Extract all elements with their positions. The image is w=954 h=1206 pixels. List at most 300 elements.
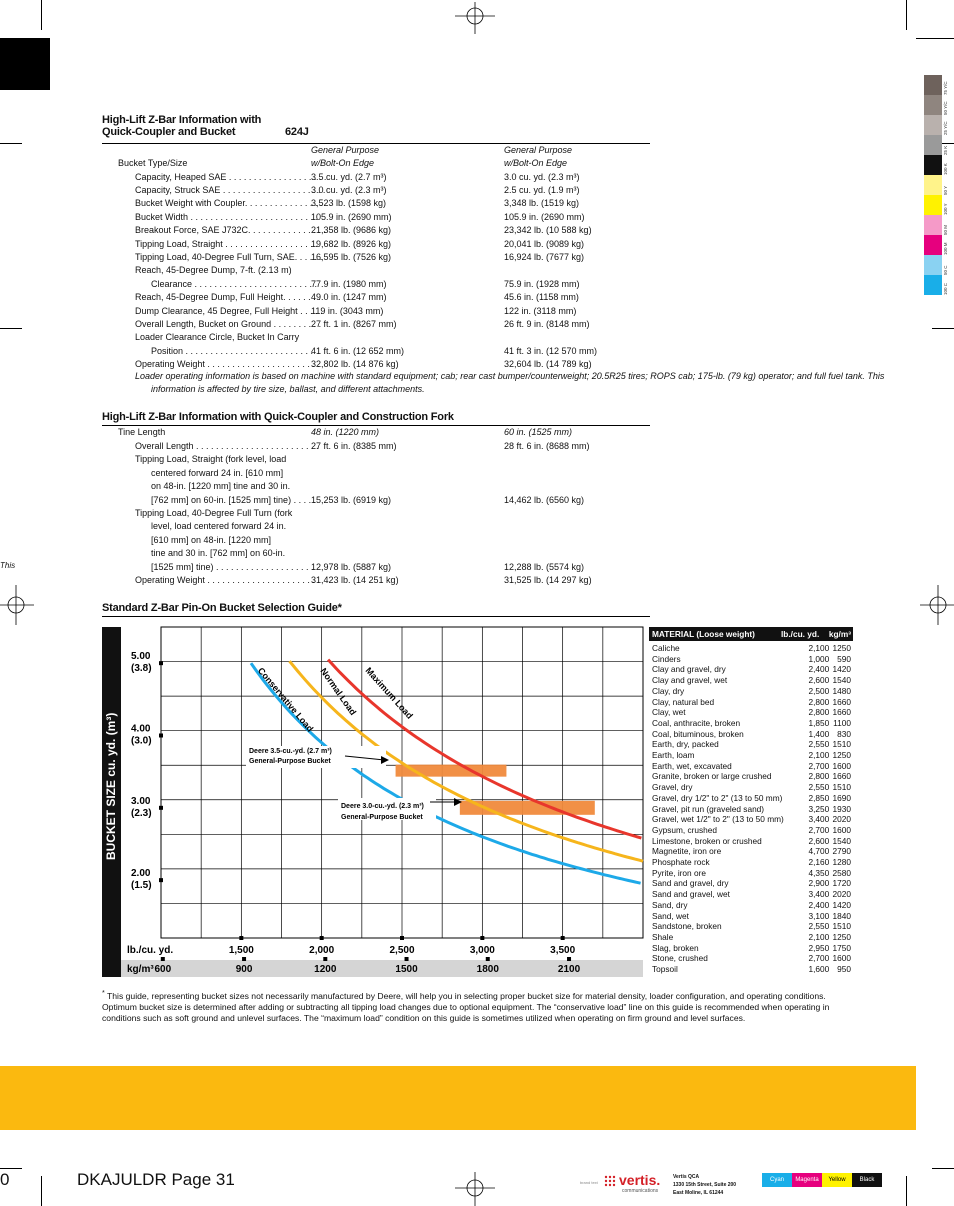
material-row — [649, 804, 853, 815]
material-table — [649, 627, 853, 975]
material-row — [649, 793, 853, 804]
zbar-row-value2: 75.9 in. (1928 mm) — [504, 278, 580, 289]
zbar-row-value1: 16,595 lb. (7526 kg) — [311, 251, 392, 262]
operating-note-line1: Loader operating information is based on machine with standard equipment; cab; rear cast bumper/counterweight; 20.5R25 tires; ROPS cab; 175-lb. (79 kg) operator; and full fuel tank. This — [135, 371, 885, 381]
material-row — [649, 825, 853, 836]
annotation2-line2: General-Purpose Bucket — [341, 814, 423, 821]
crop-mark — [916, 38, 954, 39]
material-name: Shale — [652, 931, 674, 942]
footer-title: DKAJULDR Page 31 — [77, 1170, 235, 1189]
material-kg: 1250 — [832, 931, 851, 942]
material-kg: 2580 — [832, 867, 851, 878]
operating-note-line2: information is affected by tire size, ballast, and different attachments. — [151, 384, 425, 394]
registration-mark-left — [0, 585, 34, 625]
crop-mark — [932, 1168, 954, 1169]
registration-mark-right — [920, 585, 954, 625]
zbar-row-label: Reach, 45-Degree Dump, 7-ft. (2.13 m) — [135, 265, 292, 276]
material-lb: 2,600 — [808, 835, 830, 846]
zbar-row-value2: 122 in. (3118 mm) — [504, 305, 577, 316]
material-row — [649, 761, 853, 772]
zbar-row-label: Operating Weight . . . . . . . . . . . . . . . . . . . . . . . — [135, 359, 320, 370]
logo-sub: communications — [622, 1188, 659, 1194]
material-kg: 1660 — [832, 696, 851, 707]
crop-mark — [0, 328, 22, 329]
x-tick-label-kg: 2100 — [557, 964, 581, 975]
address-line3: East Moline, IL 61244 — [673, 1190, 724, 1196]
material-name: Caliche — [652, 643, 680, 653]
normal-load-label: Normal Load — [318, 666, 359, 717]
footnote — [102, 988, 852, 1024]
x-axis-unit-lb: lb./cu. yd. — [127, 945, 174, 956]
material-name: Coal, anthracite, broken — [652, 717, 741, 728]
y-tick-sublabel: (3.8) — [131, 663, 152, 675]
registration-mark-top — [455, 2, 495, 34]
material-name: Pyrite, iron ore — [652, 867, 706, 878]
material-lb: 2,100 — [808, 931, 830, 942]
x-tick-marker — [239, 936, 243, 940]
zbar-row-value2: 32,604 lb. (14 789 kg) — [504, 359, 592, 370]
material-row — [649, 675, 853, 686]
fork-row-label: tine and 30 in. [762 mm] on 60-in. — [151, 548, 286, 559]
material-kg: 1750 — [832, 942, 851, 953]
color-bar-label: 50 M — [943, 224, 948, 235]
material-row — [649, 686, 853, 697]
tine-length-label: Tine Length — [118, 427, 166, 437]
material-kg: 1930 — [832, 803, 851, 814]
zbar-row-label: Loader Clearance Circle, Bucket In Carry — [135, 332, 300, 343]
material-kg: 1100 — [833, 717, 851, 728]
zbar-row-label: Overall Length, Bucket on Ground . . . . . . . . . . — [135, 318, 322, 329]
material-name: Stone, crushed — [652, 953, 708, 964]
material-kg: 1690 — [832, 792, 851, 803]
x-tick-marker-kg — [161, 957, 165, 961]
fork-row-label: Overall Length . . . . . . . . . . . . . . . . . . . . . . . . . — [135, 441, 319, 451]
fork-row-value1: 27 ft. 6 in. (8385 mm) — [311, 441, 397, 451]
zbar-row-value1: 32,802 lb. (14 876 kg) — [311, 359, 399, 370]
x-tick-label-lb: 1,500 — [228, 945, 254, 956]
material-row — [649, 782, 853, 793]
material-kg: 2020 — [832, 814, 851, 825]
material-lb: 2,800 — [808, 771, 830, 782]
material-row — [649, 932, 853, 943]
material-name: Topsoil — [652, 964, 678, 975]
conservative-load-label: Conservative Load — [255, 665, 316, 734]
material-lb: 2,850 — [808, 792, 830, 803]
zbar-row-value1: 3,523 lb. (1598 kg) — [311, 198, 387, 209]
y-tick-marker — [159, 733, 163, 737]
material-name: Clay and gravel, dry — [652, 664, 726, 675]
section-title-zbar — [102, 114, 309, 138]
fork-row-label: on 48-in. [1220 mm] tine and 30 in. — [151, 481, 291, 492]
material-lb: 2,160 — [808, 857, 830, 868]
material-lb: 2,500 — [808, 685, 830, 696]
material-row — [649, 707, 853, 718]
material-kg: 1660 — [832, 707, 851, 718]
model-label: 624J — [285, 126, 309, 138]
material-name: Cinders — [652, 653, 681, 664]
material-lb: 3,400 — [808, 889, 830, 900]
material-row — [649, 664, 853, 675]
y-tick-sublabel: (3.0) — [131, 735, 152, 747]
x-tick-label-lb: 2,500 — [389, 945, 415, 956]
zbar-row-value1: 3.5 cu. yd. (2.7 m³) — [311, 171, 387, 182]
section-title-line1: High-Lift Z-Bar Information with — [102, 114, 262, 126]
material-name: Slag, broken — [652, 942, 699, 953]
color-bar-label: 50 C — [943, 265, 948, 275]
tine-length-60: 60 in. (1525 mm) — [504, 427, 573, 437]
color-bar-label: 50 Y — [943, 185, 948, 195]
material-lb: 2,400 — [808, 899, 830, 910]
address-line1: Vertis QCA — [673, 1174, 700, 1180]
material-lb: 2,800 — [808, 696, 830, 707]
material-name: Sand and gravel, wet — [652, 889, 730, 900]
x-tick-label-kg: 900 — [235, 964, 253, 975]
x-tick-label-kg: 1800 — [476, 964, 499, 975]
material-name: Sand, wet — [652, 910, 689, 921]
x-tick-marker — [561, 936, 565, 940]
swatch-cyan: Cyan — [762, 1173, 792, 1187]
fork-row-label: [762 mm] on 60-in. [1525 mm] tine) . . . . . — [151, 494, 317, 505]
col2-head1: General Purpose — [504, 145, 573, 155]
material-row — [649, 771, 853, 782]
color-bar-label: 100 K — [943, 163, 948, 175]
footnote-text: This guide, representing bucket sizes not necessarily manufactured by Deere, will help you in selecting proper bucket size for material density, loader configuration, and operating conditions. Optimum bucket size is determined after adding or subtracting all tipping load changes due to optional equipment. The “conservative load” line on this guide is recommended when operating in conditions such as soft ground and unlevel surfaces. The “maximum load” condition on this guide is sometimes utilized when operating on firm ground and level surfaces. — [102, 990, 830, 1023]
crop-mark — [0, 1168, 22, 1169]
bucket-type-label: Bucket Type/Size — [118, 158, 188, 168]
material-name: Coal, bituminous, broken — [652, 728, 744, 739]
x-tick-label-kg: 1200 — [314, 964, 337, 975]
zbar-row-value2: 41 ft. 3 in. (12 570 mm) — [504, 345, 598, 356]
material-lb: 1,000 — [808, 653, 830, 664]
material-rows — [649, 643, 853, 975]
crop-mark — [41, 0, 42, 30]
process-color-swatches — [762, 1173, 882, 1187]
guide-title: Standard Z-Bar Pin-On Bucket Selection Guide* — [102, 602, 342, 614]
footnote-mark: * — [102, 989, 105, 997]
x-axis-unit-kg: kg/m³ — [127, 964, 154, 975]
zbar-row-value1: 19,682 lb. (8926 kg) — [311, 238, 392, 249]
material-name: Sandstone, broken — [652, 921, 722, 932]
fork-row-label: [1525 mm] tine) . . . . . . . . . . . . . . . . . . . . — [151, 561, 314, 572]
zbar-row-value2: 23,342 lb. (10 588 kg) — [504, 225, 592, 236]
fork-row-label: level, load centered forward 24 in. — [151, 521, 287, 532]
section-title-line2: Quick-Coupler and Bucket — [102, 126, 236, 138]
material-row — [649, 878, 853, 889]
y-tick-marker — [159, 878, 163, 882]
header-material: MATERIAL (Loose weight) — [652, 629, 755, 639]
material-kg: 1420 — [832, 664, 851, 675]
material-lb: 1,600 — [808, 964, 830, 975]
material-kg: 1420 — [832, 899, 851, 910]
y-tick-sublabel: (2.3) — [131, 807, 152, 819]
material-lb: 2,700 — [808, 760, 830, 771]
col1-head1: General Purpose — [311, 145, 380, 155]
header-kg: kg/m³ — [828, 629, 851, 639]
fork-row-value2: 31,525 lb. (14 297 kg) — [504, 575, 592, 585]
material-kg: 1250 — [832, 750, 851, 761]
material-row — [649, 697, 853, 708]
material-kg: 1280 — [832, 857, 851, 868]
fork-row-value1: 15,253 lb. (6919 kg) — [311, 494, 392, 505]
color-bar-label: 75 Y/C — [943, 81, 948, 95]
x-tick-marker — [400, 936, 404, 940]
swatch-yellow: Yellow — [822, 1173, 852, 1187]
material-row — [649, 729, 853, 740]
zbar-row-value1: 21,358 lb. (9686 kg) — [311, 225, 392, 236]
footer-page-number: 0 — [0, 1170, 10, 1189]
material-row — [649, 836, 853, 847]
material-lb: 4,700 — [808, 846, 830, 857]
annotation2-line1: Deere 3.0-cu.-yd. (2.3 m³) — [341, 803, 424, 810]
y-tick-label: 4.00 — [131, 723, 151, 735]
material-lb: 2,550 — [808, 921, 830, 932]
bucket-band-3.0yd — [460, 801, 595, 815]
material-kg: 1540 — [832, 835, 851, 846]
material-lb: 1,850 — [808, 717, 830, 728]
material-name: Clay, natural bed — [652, 696, 715, 707]
material-row — [649, 964, 853, 975]
material-row — [649, 857, 853, 868]
zbar-row-value2: 16,924 lb. (7677 kg) — [504, 251, 585, 262]
y-tick-label: 2.00 — [131, 868, 151, 880]
material-row — [649, 654, 853, 665]
y-axis-title: BUCKET SIZE cu. yd. (m³) — [104, 712, 118, 860]
color-bar-label: 100 C — [943, 282, 948, 295]
registration-mark-bottom — [455, 1172, 495, 1206]
logo-name: vertis. — [619, 1172, 661, 1188]
bucket-selection-chart — [100, 620, 648, 982]
zbar-row-value2: 2.5 cu. yd. (1.9 m³) — [504, 184, 580, 195]
material-kg: 1840 — [832, 910, 851, 921]
material-row — [649, 718, 853, 729]
material-name: Earth, wet, excavated — [652, 760, 732, 771]
material-kg: 590 — [837, 653, 851, 664]
material-lb: 2,900 — [808, 878, 830, 889]
material-row — [649, 889, 853, 900]
material-kg: 1600 — [832, 760, 851, 771]
material-lb: 2,550 — [808, 739, 830, 750]
material-name: Earth, loam — [652, 750, 695, 761]
fork-row-label: Tipping Load, Straight (fork level, load — [135, 454, 287, 465]
fork-row-label: Operating Weight . . . . . . . . . . . . . . . . . . . . . . . — [135, 575, 320, 585]
col2-head2: w/Bolt-On Edge — [504, 158, 568, 168]
crop-mark — [906, 0, 907, 30]
zbar-row-value1: 119 in. (3043 mm) — [311, 305, 384, 316]
material-lb: 2,950 — [808, 942, 830, 953]
x-tick-label-lb: 2,000 — [309, 945, 335, 956]
crop-mark — [41, 1176, 42, 1206]
zbar-row-value2: 3,348 lb. (1519 kg) — [504, 198, 580, 209]
color-calibration-bar — [924, 75, 954, 297]
printer-logo — [580, 1172, 670, 1196]
material-lb: 1,400 — [808, 728, 830, 739]
zbar-row-value1: 105.9 in. (2690 mm) — [311, 211, 392, 222]
material-lb: 3,100 — [808, 910, 830, 921]
material-lb: 2,700 — [808, 824, 830, 835]
x-tick-marker-kg — [323, 957, 327, 961]
material-row — [649, 921, 853, 932]
material-kg: 1510 — [832, 782, 851, 793]
material-name: Sand and gravel, dry — [652, 878, 729, 889]
address-line2: 1330 15th Street, Suite 200 — [673, 1182, 737, 1188]
material-name: Limestone, broken or crushed — [652, 835, 762, 846]
fork-row-value2: 28 ft. 6 in. (8688 mm) — [504, 441, 590, 451]
zbar-row-value1: 77.9 in. (1980 mm) — [311, 278, 387, 289]
zbar-row-label: Bucket Weight with Coupler. . . . . . . . . . . . . . . . — [135, 198, 323, 209]
material-kg: 1250 — [832, 643, 851, 653]
fork-row-label: Tipping Load, 40-Degree Full Turn (fork — [135, 508, 293, 518]
material-name: Magnetite, iron ore — [652, 846, 722, 857]
y-tick-label: 5.00 — [131, 651, 151, 663]
fork-row-value1: 12,978 lb. (5887 kg) — [311, 561, 392, 572]
x-tick-label-kg: 1500 — [395, 964, 418, 975]
crop-mark — [932, 328, 954, 329]
zbar-row-label: Dump Clearance, 45 Degree, Full Height . . . . . — [135, 305, 323, 316]
material-lb: 3,400 — [808, 814, 830, 825]
material-name: Granite, broken or large crushed — [652, 771, 772, 782]
material-row — [649, 814, 853, 825]
material-lb: 2,800 — [808, 707, 830, 718]
swatch-black: Black — [852, 1173, 882, 1187]
section-divider — [102, 616, 650, 617]
header-lb: lb./cu. yd. — [781, 629, 820, 639]
fork-row-value2: 14,462 lb. (6560 kg) — [504, 494, 585, 505]
material-kg: 2790 — [832, 846, 851, 857]
material-row — [649, 943, 853, 954]
y-tick-label: 3.00 — [131, 795, 151, 807]
material-name: Gravel, dry — [652, 782, 693, 793]
material-lb: 3,250 — [808, 803, 830, 814]
fork-row-value1: 31,423 lb. (14 251 kg) — [311, 575, 399, 585]
zbar-row-value2: 26 ft. 9 in. (8148 mm) — [504, 318, 590, 329]
material-name: Clay, wet — [652, 707, 686, 718]
swatch-magenta: Magenta — [792, 1173, 822, 1187]
y-tick-sublabel: (1.5) — [131, 880, 152, 892]
zbar-row-label: Capacity, Struck SAE . . . . . . . . . . . . . . . . . . . . . — [135, 184, 326, 195]
material-kg: 950 — [837, 964, 851, 975]
zbar-row-value1: 49.0 in. (1247 mm) — [311, 292, 387, 303]
material-row — [649, 750, 853, 761]
color-bar-label: 25 K — [943, 145, 948, 155]
annotation1-line1: Deere 3.5-cu.-yd. (2.7 m³) — [249, 748, 332, 755]
zbar-row-value1: 3.0 cu. yd. (2.3 m³) — [311, 184, 387, 195]
zbar-row-value2: 45.6 in. (1158 mm) — [504, 292, 579, 303]
material-name: Gravel, wet 1/2" to 2" (13 to 50 mm) — [652, 814, 784, 825]
fork-row-label: centered forward 24 in. [610 mm] — [151, 467, 284, 478]
maximum-load-label: Maximum Load — [363, 665, 415, 721]
material-name: Gravel, dry 1/2" to 2" (13 to 50 mm) — [652, 792, 783, 803]
material-row — [649, 868, 853, 879]
zbar-row-value1: 27 ft. 1 in. (8267 mm) — [311, 318, 397, 329]
material-kg: 1600 — [832, 953, 851, 964]
material-lb: 2,550 — [808, 782, 830, 793]
material-name: Clay, dry — [652, 685, 685, 696]
zbar-row-label: Position . . . . . . . . . . . . . . . . . . . . . . . . . . — [151, 345, 314, 356]
zbar-row-label: Tipping Load, Straight . . . . . . . . . . . . . . . . . . . — [135, 238, 318, 249]
material-lb: 2,600 — [808, 675, 830, 686]
color-bar-label: 50 Y/C — [943, 101, 948, 115]
material-kg: 1510 — [832, 739, 851, 750]
color-bar-label: 100 M — [943, 242, 948, 255]
material-name: Sand, dry — [652, 899, 688, 910]
material-kg: 1540 — [832, 675, 851, 686]
zbar-row-label: Breakout Force, SAE J732C. . . . . . . . . . . . . . . . — [135, 225, 326, 236]
y-tick-marker — [159, 661, 163, 665]
side-fragment-this: This — [0, 561, 16, 570]
tine-length-48: 48 in. (1220 mm) — [311, 427, 380, 437]
x-tick-marker-kg — [405, 957, 409, 961]
material-lb: 4,350 — [808, 867, 830, 878]
top-left-black-tab — [0, 38, 50, 90]
material-table-header — [649, 627, 853, 641]
material-kg: 1720 — [832, 878, 851, 889]
material-row — [649, 739, 853, 750]
fork-row-value2: 12,288 lb. (5574 kg) — [504, 561, 585, 572]
zbar-row-value2: 3.0 cu. yd. (2.3 m³) — [504, 171, 580, 182]
x-tick-marker — [480, 936, 484, 940]
zbar-row-value1: 41 ft. 6 in. (12 652 mm) — [311, 345, 405, 356]
material-row — [649, 643, 853, 654]
x-tick-marker-kg — [486, 957, 490, 961]
zbar-row-label: Reach, 45-Degree Dump, Full Height. . . . . . . . — [135, 292, 321, 303]
color-bar-label: 100 Y — [943, 203, 948, 215]
material-name: Clay and gravel, wet — [652, 675, 728, 686]
zbar-row-label: Tipping Load, 40-Degree Full Turn, SAE. . . . . . — [135, 251, 323, 262]
color-bar-label: 25 Y/C — [943, 121, 948, 135]
x-tick-label-lb: 3,500 — [550, 945, 576, 956]
y-tick-marker — [159, 806, 163, 810]
section-title-fork: High-Lift Z-Bar Information with Quick-Coupler and Construction Fork — [102, 411, 454, 423]
x-tick-label-lb: 3,000 — [469, 945, 495, 956]
crop-mark — [0, 143, 22, 144]
material-name: Gypsum, crushed — [652, 824, 718, 835]
material-row — [649, 846, 853, 857]
yellow-footer-band — [0, 1066, 916, 1130]
zbar-row-label: Clearance . . . . . . . . . . . . . . . . . . . . . . . . . — [151, 278, 318, 289]
material-name: Phosphate rock — [652, 857, 710, 868]
material-lb: 2,400 — [808, 664, 830, 675]
zbar-row-value2: 105.9 in. (2690 mm) — [504, 211, 585, 222]
logo-dots-icon — [604, 1175, 616, 1187]
col1-head2: w/Bolt-On Edge — [311, 158, 375, 168]
material-row — [649, 900, 853, 911]
material-row — [649, 911, 853, 922]
material-kg: 1510 — [832, 921, 851, 932]
zbar-row-value2: 20,041 lb. (9089 kg) — [504, 238, 585, 249]
material-name: Gravel, pit run (graveled sand) — [652, 803, 765, 814]
material-name: Earth, dry, packed — [652, 739, 719, 750]
material-lb: 2,100 — [808, 643, 830, 653]
logo-small-text: brand text — [580, 1180, 598, 1185]
material-kg: 1480 — [832, 685, 851, 696]
crop-mark — [906, 1176, 907, 1206]
x-tick-label-kg: 600 — [154, 964, 172, 975]
printer-address — [673, 1173, 736, 1197]
x-tick-marker-kg — [242, 957, 246, 961]
material-row — [649, 953, 853, 964]
zbar-row-label: Capacity, Heaped SAE . . . . . . . . . . . . . . . . . . . . — [135, 171, 327, 182]
fork-row-label: [610 mm] on 48-in. [1220 mm] — [151, 534, 272, 545]
annotation1-line2: General-Purpose Bucket — [249, 758, 331, 765]
zbar-row-label: Bucket Width . . . . . . . . . . . . . . . . . . . . . . . . . . — [135, 211, 319, 222]
material-kg: 2020 — [832, 889, 851, 900]
material-kg: 1600 — [832, 824, 851, 835]
x-tick-marker-kg — [567, 957, 571, 961]
material-kg: 1660 — [832, 771, 851, 782]
x-tick-marker — [320, 936, 324, 940]
material-lb: 2,700 — [808, 953, 830, 964]
material-lb: 2,100 — [808, 750, 830, 761]
